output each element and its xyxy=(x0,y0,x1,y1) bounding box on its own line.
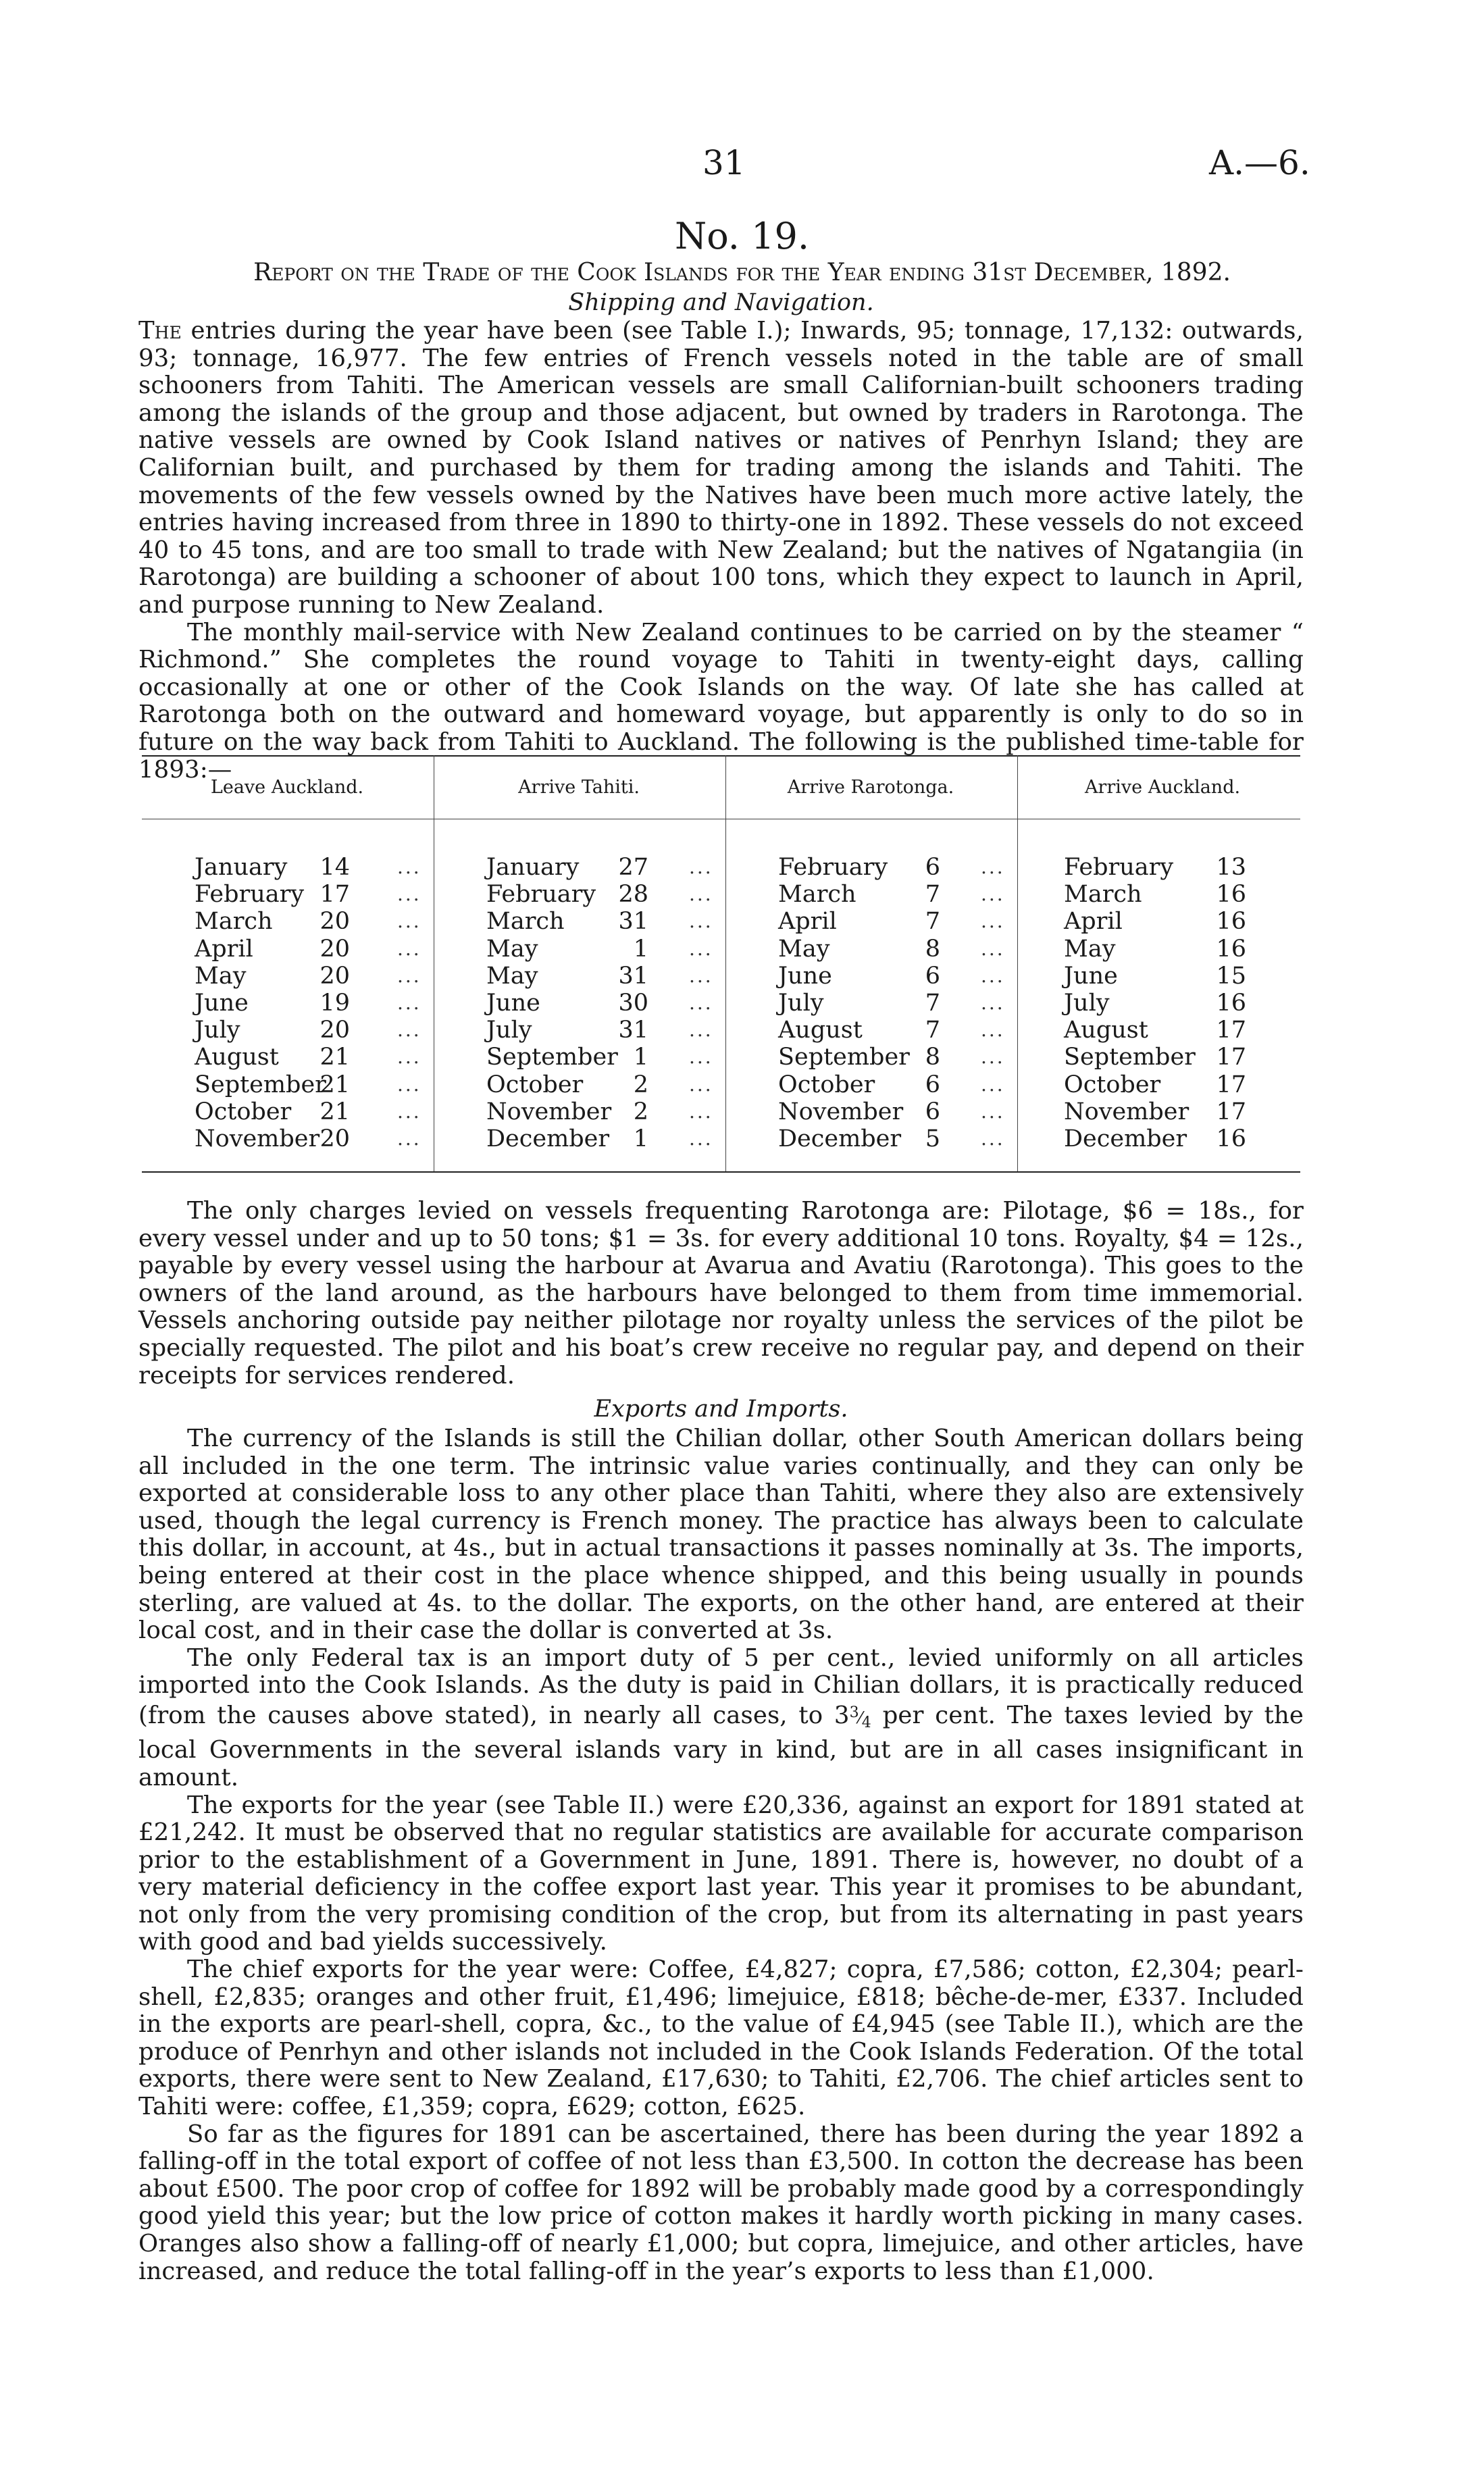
month: September xyxy=(195,1071,326,1098)
column-divider xyxy=(1017,755,1018,1171)
month: May xyxy=(195,962,247,990)
month: August xyxy=(778,1017,863,1044)
leader-dots: ... xyxy=(689,1073,713,1096)
paragraph xyxy=(138,317,1304,619)
timetable-row xyxy=(778,1125,1005,1152)
leader-dots: ... xyxy=(981,1019,1005,1042)
day: 15 xyxy=(1216,962,1246,990)
paragraph: The currency of the Islands is still the Chilian dollar, other South American dollars being all included in the one term. The intrinsic value varies continually, and they can only be exported at considerable loss to any other place than Tahiti, where they also are extensively used, though the legal currency is French money. The practice has always been to calculate this dollar, in account, at 4s., but in actual transactions it passes nominally at 3s. The imports, being entered at their cost in the place whence shipped, and this being usually in pounds sterling, are valued at 4s. to the dollar. The exports, on the other hand, are entered at their local cost, and in their case the dollar is converted at 3s. xyxy=(138,1425,1304,1645)
timetable-row xyxy=(486,1044,713,1071)
month: December xyxy=(486,1125,610,1152)
exports-text xyxy=(138,1425,1304,2285)
section-heading-exports xyxy=(138,1396,1304,1423)
timetable-row xyxy=(778,1044,1005,1071)
leader-dots: ... xyxy=(397,1127,421,1150)
leader-dots: ... xyxy=(981,937,1005,960)
month: June xyxy=(778,962,832,990)
month: November xyxy=(195,1125,320,1152)
day: 1 xyxy=(633,1125,648,1152)
timetable-row xyxy=(1064,1017,1246,1044)
timetable-row xyxy=(1064,1044,1246,1071)
day: 6 xyxy=(925,1098,940,1125)
day: 7 xyxy=(925,908,940,936)
timetable-row xyxy=(1064,990,1246,1017)
leader-dots: ... xyxy=(397,1019,421,1042)
timetable-row xyxy=(195,935,421,963)
timetable-row xyxy=(486,1125,713,1152)
month: May xyxy=(778,935,830,963)
section-title: Shipping and Navigation. xyxy=(568,289,874,316)
leader-dots: ... xyxy=(397,964,421,987)
day: 21 xyxy=(319,1071,350,1098)
month: May xyxy=(486,935,538,963)
paragraph: The only charges levied on vessels frequenting Rarotonga are: Pilotage, $6 = 18s., for every vessel under and up to 50 tons; $1 = 3s. for every additional 10 tons. Royalty, $4 = 12s., payable by every vessel using the harbour at Avarua and Avatiu (Rarotonga). This goes to the owners of the land around, as the harbours have belonged to them from time immemorial. Vessels anchoring outside pay neither pilotage nor royalty unless the services of the pilot be specially requested. The pilot and his boat’s crew receive no regular pay, and depend on their receipts for services rendered. xyxy=(138,1197,1304,1390)
timetable-row xyxy=(778,989,1005,1017)
timetable-row xyxy=(195,962,421,990)
timetable-row xyxy=(778,854,1005,881)
timetable-row xyxy=(486,962,713,990)
month: September xyxy=(778,1044,910,1071)
section-heading-shipping xyxy=(138,289,1304,316)
leader-dots: ... xyxy=(981,910,1005,933)
timetable xyxy=(142,755,1304,1177)
timetable-column-leave-auckland xyxy=(195,854,421,1152)
timetable-row xyxy=(1064,881,1246,908)
leader-dots: ... xyxy=(397,910,421,933)
day: 21 xyxy=(319,1044,350,1071)
charges-text xyxy=(138,1198,1304,1390)
paragraph-lead-word: The xyxy=(138,317,182,345)
leader-dots: ... xyxy=(689,1100,713,1123)
timetable-row xyxy=(195,1071,421,1098)
leader-dots: ... xyxy=(397,1046,421,1069)
timetable-column-arrive-tahiti xyxy=(486,854,713,1152)
day: 6 xyxy=(925,962,940,990)
table-rule xyxy=(142,755,1300,757)
timetable-row xyxy=(195,1098,421,1125)
day: 5 xyxy=(925,1125,940,1152)
column-header: Leave Auckland. xyxy=(210,777,364,798)
month: September xyxy=(1064,1044,1196,1071)
month: June xyxy=(486,989,540,1017)
day: 19 xyxy=(319,989,350,1017)
leader-dots: ... xyxy=(689,1046,713,1069)
day: 31 xyxy=(618,962,648,990)
day: 8 xyxy=(925,1044,940,1071)
month: February xyxy=(486,881,596,909)
paragraph: The chief exports for the year were: Coffee, £4,827; copra, £7,586; cotton, £2,304; pearl-shell, £2,835; oranges and other fruit, £1,496; limejuice, £818; bêche-de-mer, £337. Included in the exports are pearl-shell, copra, &c., to the value of £4,945 (see Table II.), which are the produce of Penrhyn and other islands not included in the Cook Islands Federation. Of the total exports, there were sent to New Zealand, £17,630; to Tahiti, £2,706. The chief articles sent to Tahiti were: coffee, £1,359; copra, £629; cotton, £625. xyxy=(138,1956,1304,2121)
leader-dots: ... xyxy=(397,883,421,906)
leader-dots: ... xyxy=(981,991,1005,1014)
month: February xyxy=(195,881,305,909)
month: March xyxy=(778,881,856,909)
timetable-row xyxy=(195,989,421,1017)
page-number: 31 xyxy=(702,143,746,182)
day: 16 xyxy=(1216,989,1246,1017)
paragraph: The exports for the year (see Table II.) were £20,336, against an export for 1891 stated at £21,242. It must be observed that no regular statistics are available for accurate comparison prior to the establishment of a Government in June, 1891. There is, however, no doubt of a very material deficiency in the coffee export last year. This year it promises to be abundant, not only from the very promising condition of the crop, but from its alternating in past years with good and bad yields successively. xyxy=(138,1791,1304,1956)
leader-dots: ... xyxy=(981,883,1005,906)
fraction: $^3⁄_4$ xyxy=(849,1704,871,1731)
timetable-row xyxy=(1064,1125,1246,1152)
leader-dots: ... xyxy=(397,856,421,878)
month: March xyxy=(486,908,565,936)
report-title: Report on the Trade of the Cook Islands for the Year ending 31st December, 1892. xyxy=(253,259,1231,286)
paragraph: The monthly mail-service with New Zealand continues to be carried on by the steamer “ Richmond.” She completes the round voyage to Tahiti in twenty-eight days, calling occasionally at one or other of the Cook Islands on the way. Of late she has called at Rarotonga both on the outward and homeward voyage, but apparently is only to do so in future on the way back from Tahiti to Auckland. The following is the published time-table for 1893:— xyxy=(138,618,1304,784)
month: April xyxy=(195,935,253,963)
day: 27 xyxy=(618,854,648,881)
day: 8 xyxy=(925,935,940,963)
timetable-row xyxy=(778,1098,1005,1125)
paragraph-text: The only Federal tax is an import duty of 5 per cent., levied uniformly on all articles imported into the Cook Islands. As the duty is paid in Chilian dollars, it is practically reduced (from the causes above stated), in nearly all cases, to 3 xyxy=(138,1643,1304,1729)
day: 6 xyxy=(925,1071,940,1098)
day: 17 xyxy=(1216,1044,1246,1071)
month: June xyxy=(195,989,249,1017)
day: 20 xyxy=(319,935,350,963)
month: October xyxy=(778,1071,875,1098)
month: August xyxy=(195,1044,279,1071)
month: September xyxy=(486,1044,618,1071)
column-divider xyxy=(725,755,726,1171)
paragraph-text: per cent. The taxes levied by the local Governments in the several islands vary in kind, but are in all cases insignificant in amount. xyxy=(138,1701,1304,1791)
leader-dots: ... xyxy=(981,1100,1005,1123)
timetable-row xyxy=(195,881,421,909)
timetable-row xyxy=(195,1044,421,1071)
leader-dots: ... xyxy=(689,856,713,878)
day: 1 xyxy=(633,935,648,963)
leader-dots: ... xyxy=(689,991,713,1014)
day: 1 xyxy=(633,1044,648,1071)
day: 7 xyxy=(925,989,940,1017)
month: December xyxy=(778,1125,902,1152)
leader-dots: ... xyxy=(689,937,713,960)
month: November xyxy=(778,1098,904,1125)
day: 2 xyxy=(633,1098,648,1125)
month: April xyxy=(778,908,837,936)
month: May xyxy=(486,962,538,990)
leader-dots: ... xyxy=(689,1019,713,1042)
column-header: Arrive Tahiti. xyxy=(518,777,640,798)
day: 6 xyxy=(925,854,940,881)
timetable-row xyxy=(778,962,1005,990)
leader-dots: ... xyxy=(689,910,713,933)
timetable-row xyxy=(778,881,1005,909)
timetable-row xyxy=(778,935,1005,963)
timetable-row xyxy=(1064,936,1246,963)
timetable-row xyxy=(778,908,1005,936)
report-number: No. 19. xyxy=(674,215,810,257)
day: 17 xyxy=(319,881,350,909)
timetable-row xyxy=(1064,854,1246,881)
timetable-row xyxy=(195,908,421,936)
column-header: Arrive Rarotonga. xyxy=(787,777,954,798)
day: 16 xyxy=(1216,908,1246,936)
timetable-column-arrive-auckland xyxy=(1064,854,1246,1152)
month: July xyxy=(778,989,824,1017)
day: 7 xyxy=(925,1017,940,1044)
month: March xyxy=(195,908,273,936)
month: January xyxy=(486,854,580,881)
day: 2 xyxy=(633,1071,648,1098)
leader-dots: ... xyxy=(397,937,421,960)
timetable-row xyxy=(195,854,421,881)
day: 16 xyxy=(1216,935,1246,963)
table-rule xyxy=(142,1171,1300,1173)
day: 28 xyxy=(618,881,648,909)
timetable-row xyxy=(486,908,713,936)
timetable-row xyxy=(1064,1071,1246,1098)
timetable-row xyxy=(195,1125,421,1152)
shipping-text xyxy=(138,317,1304,784)
section-title: Exports and Imports. xyxy=(594,1396,848,1423)
day: 21 xyxy=(319,1098,350,1125)
day: 20 xyxy=(319,1017,350,1044)
month: October xyxy=(486,1071,584,1098)
month: January xyxy=(195,854,288,881)
leader-dots: ... xyxy=(397,1100,421,1123)
day: 31 xyxy=(618,908,648,936)
leader-dots: ... xyxy=(981,856,1005,878)
day: 13 xyxy=(1216,854,1246,881)
day: 17 xyxy=(1216,1098,1246,1125)
timetable-row xyxy=(778,1017,1005,1044)
timetable-row xyxy=(778,1071,1005,1098)
leader-dots: ... xyxy=(689,1127,713,1150)
month: February xyxy=(1064,854,1174,881)
timetable-row xyxy=(486,989,713,1017)
leader-dots: ... xyxy=(981,1046,1005,1069)
document-reference: A.—6. xyxy=(1209,143,1310,182)
leader-dots: ... xyxy=(981,1127,1005,1150)
month: December xyxy=(1064,1125,1187,1152)
month: March xyxy=(1064,881,1142,909)
month: August xyxy=(1064,1017,1148,1044)
month: May xyxy=(1064,935,1116,963)
month: April xyxy=(1064,908,1123,936)
paragraph: So far as the figures for 1891 can be ascertained, there has been during the year 1892 a falling-off in the total export of coffee of not less than £3,500. In cotton the decrease has been about £500. The poor crop of coffee for 1892 will be probably made good by a correspondingly good yield this year; but the low price of cotton makes it hardly worth picking in many cases. Oranges also show a falling-off of nearly £1,000; but copra, limejuice, and other articles, have increased, and reduce the total falling-off in the year’s exports to less than £1,000. xyxy=(138,2120,1304,2285)
day: 31 xyxy=(618,1017,648,1044)
day: 14 xyxy=(319,854,350,881)
column-header: Arrive Auckland. xyxy=(1084,777,1241,798)
day: 17 xyxy=(1216,1017,1246,1044)
month: June xyxy=(1064,962,1118,990)
leader-dots: ... xyxy=(689,964,713,987)
paragraph xyxy=(138,1645,1304,1792)
timetable-row xyxy=(486,935,713,963)
timetable-row xyxy=(486,1071,713,1098)
day: 20 xyxy=(319,908,350,936)
timetable-row xyxy=(486,1017,713,1044)
day: 20 xyxy=(319,1125,350,1152)
day: 20 xyxy=(319,962,350,990)
timetable-row xyxy=(1064,963,1246,990)
day: 7 xyxy=(925,881,940,909)
month: July xyxy=(195,1017,240,1044)
timetable-row xyxy=(1064,1098,1246,1125)
timetable-row xyxy=(486,881,713,909)
leader-dots: ... xyxy=(981,1073,1005,1096)
paragraph-text: entries during the year have been (see Table I.); Inwards, 95; tonnage, 17,132: outwards, 93; tonnage, 16,977. The few entries of French vessels noted in the table are of small schooners from Tahiti. The American vessels are small Californian-built schooners trading among the islands of the group and those adjacent, but owned by traders in Rarotonga. The native vessels are owned by Cook Island natives or natives of Penrhyn Island; they are Californian built, and purchased by them for trading among the islands and Tahiti. The movements of the few vessels owned by the Natives have been much more active lately, the entries having increased from three in 1890 to thirty-one in 1892. These vessels do not exceed 40 to 45 tons, and are too small to trade with New Zealand; but the natives of Ngatangiia (in Rarotonga) are building a schooner of about 100 tons, which they expect to launch in April, and purpose running to New Zealand. xyxy=(138,317,1304,619)
month: October xyxy=(1064,1071,1161,1098)
day: 16 xyxy=(1216,1125,1246,1152)
day: 30 xyxy=(618,989,648,1017)
month: October xyxy=(195,1098,292,1125)
month: July xyxy=(1064,989,1110,1017)
timetable-row xyxy=(195,1017,421,1044)
leader-dots: ... xyxy=(981,964,1005,987)
leader-dots: ... xyxy=(689,883,713,906)
timetable-row xyxy=(486,854,713,881)
leader-dots: ... xyxy=(397,1073,421,1096)
timetable-row xyxy=(1064,908,1246,935)
month: July xyxy=(486,1017,532,1044)
timetable-row xyxy=(486,1098,713,1125)
month: November xyxy=(486,1098,612,1125)
month: February xyxy=(778,854,888,881)
day: 17 xyxy=(1216,1071,1246,1098)
leader-dots: ... xyxy=(397,991,421,1014)
month: November xyxy=(1064,1098,1189,1125)
day: 16 xyxy=(1216,881,1246,909)
timetable-column-arrive-rarotonga xyxy=(778,854,1005,1152)
